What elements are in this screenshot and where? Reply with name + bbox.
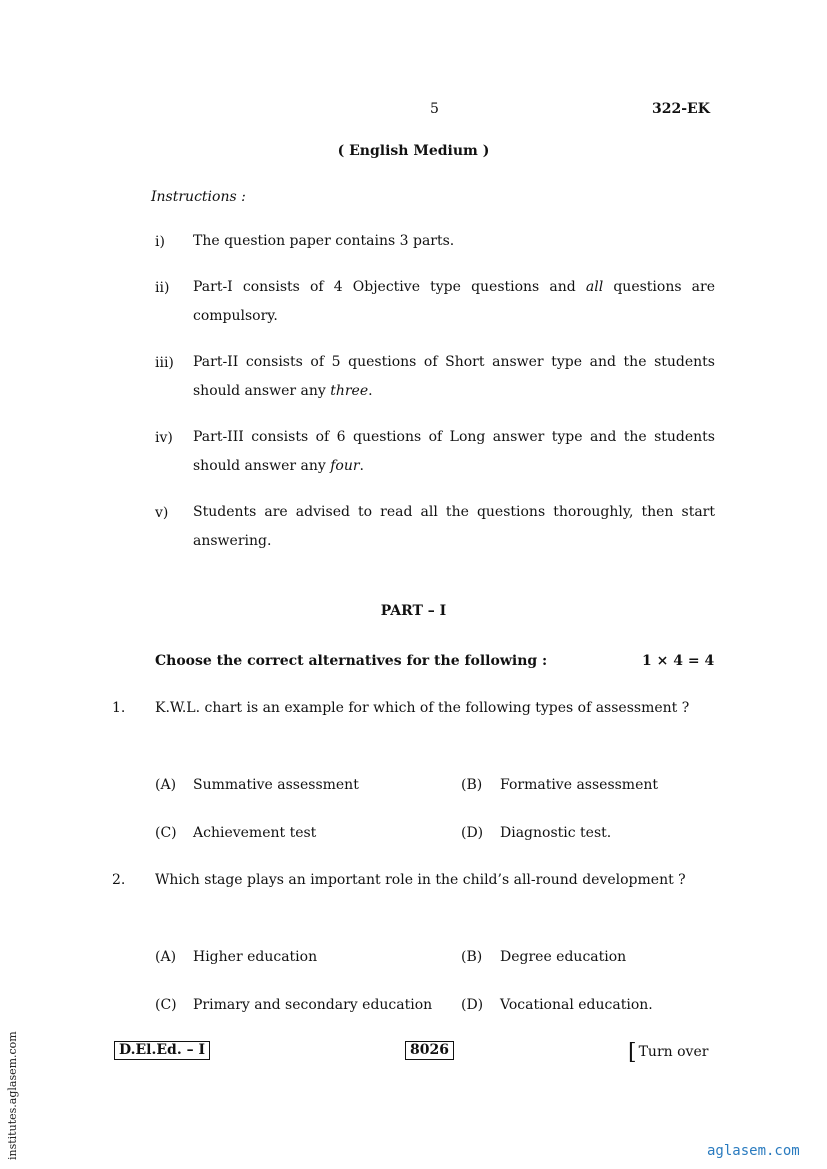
question-number: 1. [112,700,126,716]
option-label: (D) [461,825,484,841]
option-text: Summative assessment [193,777,359,793]
page-number: 5 [430,101,439,117]
paper-code: 322-EK [652,101,710,117]
instruction-text: Part-II consists of 5 questions of Short answer type and the students should answer any three. [193,354,715,399]
turn-over: [ Turn over [628,1040,709,1065]
instruction-number: iv) [155,430,173,446]
option-label: (C) [155,997,177,1013]
corner-watermark: aglasem.com [707,1143,800,1159]
instructions-title: Instructions : [151,189,246,205]
option-label: (D) [461,997,484,1013]
course-code-box: D.El.Ed. – I [114,1041,210,1060]
option-label: (B) [461,777,483,793]
option-text: Achievement test [193,825,317,841]
question-text: Which stage plays an important role in the child’s all-round development ? [155,872,686,888]
instruction-text: The question paper contains 3 parts. [193,233,455,249]
part-heading: PART – I [380,603,447,619]
instruction-number: v) [155,505,169,521]
medium-heading: ( English Medium ) [337,143,490,159]
section-marks: 1 × 4 = 4 [642,653,715,669]
option-text: Primary and secondary education [193,997,433,1013]
instruction-text: Part-III consists of 6 questions of Long answer type and the students should answer any four. [193,429,715,474]
option-text: Higher education [193,949,318,965]
instruction-text: Part-I consists of 4 Objective type questions and all questions are compulsory. [193,279,715,324]
question-number: 2. [112,872,126,888]
option-text: Formative assessment [500,777,659,793]
instruction-text: Students are advised to read all the questions thoroughly, then start answering. [193,504,715,549]
question-text: K.W.L. chart is an example for which of the following types of assessment ? [155,700,690,716]
option-label: (C) [155,825,177,841]
option-label: (A) [155,777,177,793]
option-label: (A) [155,949,177,965]
option-label: (B) [461,949,483,965]
bracket-icon: [ [628,1040,637,1065]
section-instruction: Choose the correct alternatives for the following : [155,653,548,669]
option-text: Vocational education. [500,997,653,1013]
option-text: Degree education [500,949,627,965]
instruction-number: ii) [155,280,170,296]
instruction-number: iii) [155,355,174,371]
side-watermark: institutes.aglasem.com [6,1031,19,1160]
serial-number-box: 8026 [405,1041,454,1060]
option-text: Diagnostic test. [500,825,612,841]
instruction-number: i) [155,234,165,250]
